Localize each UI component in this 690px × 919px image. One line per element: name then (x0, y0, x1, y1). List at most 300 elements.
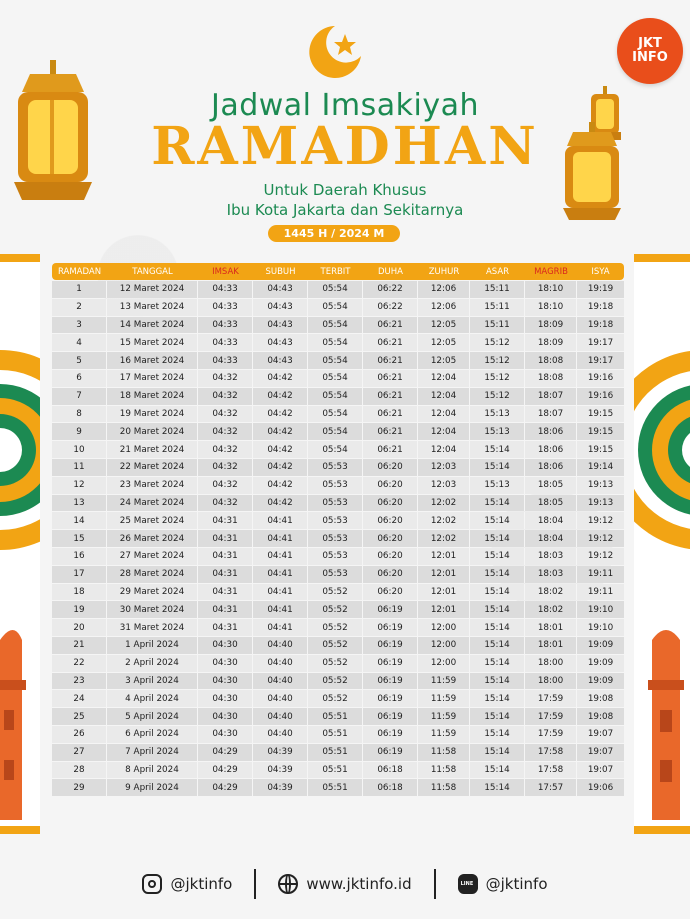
column-header-asar: ASAR (470, 263, 525, 280)
cell-tanggal: 26 Maret 2024 (107, 530, 198, 547)
cell-asar: 15:14 (470, 619, 525, 636)
cell-magrib: 18:00 (525, 673, 577, 690)
cell-asar: 15:14 (470, 779, 525, 796)
cell-duha: 06:19 (363, 673, 418, 690)
cell-tanggal: 23 Maret 2024 (107, 477, 198, 494)
cell-tanggal: 7 April 2024 (107, 744, 198, 761)
cell-zuhur: 11:58 (418, 779, 470, 796)
cell-isya: 19:15 (577, 406, 624, 423)
cell-terbit: 05:51 (308, 726, 363, 743)
cell-tanggal: 24 Maret 2024 (107, 495, 198, 512)
cell-asar: 15:14 (470, 566, 525, 583)
cell-subuh: 04:39 (253, 779, 308, 796)
cell-ramadan: 27 (52, 744, 107, 761)
crescent-star-icon (305, 22, 365, 82)
table-body (52, 281, 624, 796)
cell-zuhur: 12:06 (418, 299, 470, 316)
cell-magrib: 17:59 (525, 708, 577, 725)
column-header-ramadan: RAMADAN (52, 263, 107, 280)
cell-tanggal: 31 Maret 2024 (107, 619, 198, 636)
table-row (52, 530, 624, 547)
cell-terbit: 05:54 (308, 441, 363, 458)
cell-tanggal: 1 April 2024 (107, 637, 198, 654)
cell-duha: 06:21 (363, 406, 418, 423)
cell-duha: 06:19 (363, 619, 418, 636)
cell-duha: 06:22 (363, 281, 418, 298)
cell-zuhur: 12:05 (418, 317, 470, 334)
cell-magrib: 18:04 (525, 512, 577, 529)
column-header-magrib: MAGRIB (525, 263, 577, 280)
cell-duha: 06:18 (363, 779, 418, 796)
cell-isya: 19:10 (577, 619, 624, 636)
table-row (52, 744, 624, 761)
cell-imsak: 04:33 (198, 299, 253, 316)
cell-imsak: 04:33 (198, 352, 253, 369)
cell-isya: 19:07 (577, 726, 624, 743)
cell-magrib: 18:06 (525, 423, 577, 440)
cell-zuhur: 11:59 (418, 708, 470, 725)
column-header-terbit: TERBIT (308, 263, 363, 280)
cell-terbit: 05:51 (308, 744, 363, 761)
instagram-handle: @jktinfo (170, 875, 233, 893)
cell-terbit: 05:51 (308, 779, 363, 796)
cell-ramadan: 16 (52, 548, 107, 565)
cell-terbit: 05:54 (308, 299, 363, 316)
cell-asar: 15:14 (470, 548, 525, 565)
table-row (52, 352, 624, 369)
cell-isya: 19:18 (577, 299, 624, 316)
cell-tanggal: 19 Maret 2024 (107, 406, 198, 423)
cell-magrib: 18:02 (525, 601, 577, 618)
footer-instagram[interactable] (120, 874, 254, 894)
table-header-row (52, 263, 624, 280)
globe-icon (278, 874, 298, 894)
cell-asar: 15:11 (470, 281, 525, 298)
cell-magrib: 18:01 (525, 619, 577, 636)
table-row (52, 406, 624, 423)
cell-terbit: 05:52 (308, 637, 363, 654)
cell-duha: 06:20 (363, 512, 418, 529)
cell-subuh: 04:41 (253, 619, 308, 636)
cell-zuhur: 12:00 (418, 655, 470, 672)
cell-imsak: 04:32 (198, 495, 253, 512)
cell-ramadan: 6 (52, 370, 107, 387)
cell-subuh: 04:43 (253, 317, 308, 334)
cell-ramadan: 26 (52, 726, 107, 743)
cell-ramadan: 17 (52, 566, 107, 583)
table-row (52, 584, 624, 601)
cell-zuhur: 12:04 (418, 406, 470, 423)
cell-asar: 15:14 (470, 459, 525, 476)
cell-asar: 15:14 (470, 512, 525, 529)
line-icon (458, 874, 478, 894)
column-header-subuh: SUBUH (253, 263, 308, 280)
year-badge: 1445 H / 2024 M (268, 225, 400, 242)
cell-imsak: 04:32 (198, 459, 253, 476)
cell-ramadan: 25 (52, 708, 107, 725)
cell-subuh: 04:41 (253, 512, 308, 529)
cell-duha: 06:18 (363, 762, 418, 779)
table-row (52, 334, 624, 351)
cell-isya: 19:14 (577, 459, 624, 476)
cell-imsak: 04:30 (198, 637, 253, 654)
table-row (52, 655, 624, 672)
cell-ramadan: 3 (52, 317, 107, 334)
cell-imsak: 04:31 (198, 584, 253, 601)
column-header-tanggal: TANGGAL (107, 263, 198, 280)
cell-ramadan: 21 (52, 637, 107, 654)
cell-imsak: 04:30 (198, 690, 253, 707)
table-row (52, 423, 624, 440)
cell-ramadan: 7 (52, 388, 107, 405)
cell-terbit: 05:52 (308, 655, 363, 672)
cell-subuh: 04:40 (253, 637, 308, 654)
cell-subuh: 04:41 (253, 584, 308, 601)
cell-duha: 06:21 (363, 334, 418, 351)
cell-zuhur: 12:00 (418, 637, 470, 654)
cell-duha: 06:19 (363, 637, 418, 654)
cell-subuh: 04:40 (253, 690, 308, 707)
cell-duha: 06:21 (363, 352, 418, 369)
title-ramadhan: RAMADHAN (151, 116, 539, 177)
cell-zuhur: 12:04 (418, 423, 470, 440)
column-header-zuhur: ZUHUR (418, 263, 470, 280)
cell-tanggal: 6 April 2024 (107, 726, 198, 743)
cell-imsak: 04:31 (198, 530, 253, 547)
cell-duha: 06:22 (363, 299, 418, 316)
cell-isya: 19:19 (577, 281, 624, 298)
cell-zuhur: 12:00 (418, 619, 470, 636)
table-row (52, 601, 624, 618)
left-top-band (0, 254, 40, 262)
cell-tanggal: 18 Maret 2024 (107, 388, 198, 405)
cell-imsak: 04:31 (198, 548, 253, 565)
cell-zuhur: 12:04 (418, 388, 470, 405)
right-top-band (634, 254, 690, 262)
cell-duha: 06:21 (363, 441, 418, 458)
cell-zuhur: 12:04 (418, 441, 470, 458)
cell-zuhur: 12:01 (418, 548, 470, 565)
cell-imsak: 04:31 (198, 601, 253, 618)
right-mandala-ornament (634, 330, 690, 570)
table-row (52, 673, 624, 690)
column-header-imsak: IMSAK (198, 263, 253, 280)
cell-imsak: 04:33 (198, 281, 253, 298)
footer-website[interactable] (256, 874, 433, 894)
cell-isya: 19:12 (577, 530, 624, 547)
cell-ramadan: 20 (52, 619, 107, 636)
cell-terbit: 05:51 (308, 708, 363, 725)
cell-terbit: 05:53 (308, 495, 363, 512)
cell-duha: 06:19 (363, 726, 418, 743)
cell-duha: 06:20 (363, 495, 418, 512)
cell-tanggal: 17 Maret 2024 (107, 370, 198, 387)
cell-terbit: 05:54 (308, 370, 363, 387)
cell-terbit: 05:52 (308, 584, 363, 601)
cell-tanggal: 9 April 2024 (107, 779, 198, 796)
cell-zuhur: 11:59 (418, 726, 470, 743)
cell-tanggal: 22 Maret 2024 (107, 459, 198, 476)
cell-zuhur: 11:59 (418, 690, 470, 707)
cell-ramadan: 5 (52, 352, 107, 369)
cell-magrib: 18:08 (525, 370, 577, 387)
cell-tanggal: 13 Maret 2024 (107, 299, 198, 316)
cell-subuh: 04:40 (253, 726, 308, 743)
cell-duha: 06:20 (363, 584, 418, 601)
cell-subuh: 04:40 (253, 655, 308, 672)
cell-asar: 15:14 (470, 655, 525, 672)
cell-asar: 15:11 (470, 299, 525, 316)
cell-asar: 15:14 (470, 495, 525, 512)
table-row (52, 548, 624, 565)
cell-ramadan: 12 (52, 477, 107, 494)
cell-magrib: 18:01 (525, 637, 577, 654)
cell-subuh: 04:43 (253, 299, 308, 316)
cell-imsak: 04:31 (198, 512, 253, 529)
cell-terbit: 05:52 (308, 673, 363, 690)
cell-subuh: 04:41 (253, 566, 308, 583)
cell-asar: 15:14 (470, 637, 525, 654)
cell-terbit: 05:54 (308, 317, 363, 334)
cell-zuhur: 12:04 (418, 370, 470, 387)
cell-asar: 15:14 (470, 708, 525, 725)
cell-magrib: 18:03 (525, 548, 577, 565)
cell-ramadan: 19 (52, 601, 107, 618)
cell-ramadan: 24 (52, 690, 107, 707)
cell-subuh: 04:43 (253, 352, 308, 369)
cell-duha: 06:21 (363, 388, 418, 405)
cell-asar: 15:13 (470, 406, 525, 423)
table-row (52, 637, 624, 654)
cell-magrib: 18:05 (525, 495, 577, 512)
cell-isya: 19:12 (577, 548, 624, 565)
logo-line-2: INFO (632, 50, 668, 65)
cell-zuhur: 12:02 (418, 530, 470, 547)
cell-zuhur: 12:06 (418, 281, 470, 298)
cell-duha: 06:19 (363, 655, 418, 672)
cell-isya: 19:15 (577, 441, 624, 458)
cell-magrib: 18:10 (525, 299, 577, 316)
cell-subuh: 04:43 (253, 281, 308, 298)
footer (0, 862, 690, 906)
subtitle-line-1: Untuk Daerah Khusus (263, 181, 427, 199)
column-header-isya: ISYA (577, 263, 624, 280)
cell-ramadan: 28 (52, 762, 107, 779)
cell-isya: 19:16 (577, 388, 624, 405)
cell-magrib: 17:59 (525, 690, 577, 707)
cell-terbit: 05:54 (308, 352, 363, 369)
cell-subuh: 04:41 (253, 601, 308, 618)
cell-ramadan: 14 (52, 512, 107, 529)
cell-zuhur: 11:58 (418, 762, 470, 779)
cell-isya: 19:09 (577, 673, 624, 690)
footer-line[interactable] (436, 874, 570, 894)
cell-isya: 19:16 (577, 370, 624, 387)
cell-magrib: 18:06 (525, 459, 577, 476)
cell-asar: 15:14 (470, 530, 525, 547)
cell-duha: 06:20 (363, 548, 418, 565)
cell-isya: 19:15 (577, 423, 624, 440)
cell-magrib: 18:09 (525, 317, 577, 334)
cell-subuh: 04:42 (253, 406, 308, 423)
cell-terbit: 05:53 (308, 530, 363, 547)
cell-terbit: 05:53 (308, 459, 363, 476)
cell-imsak: 04:33 (198, 334, 253, 351)
cell-asar: 15:14 (470, 726, 525, 743)
cell-isya: 19:11 (577, 566, 624, 583)
cell-terbit: 05:51 (308, 762, 363, 779)
right-bottom-band (634, 826, 690, 834)
cell-imsak: 04:32 (198, 477, 253, 494)
cell-subuh: 04:42 (253, 441, 308, 458)
cell-tanggal: 21 Maret 2024 (107, 441, 198, 458)
cell-duha: 06:20 (363, 530, 418, 547)
right-mosque-tower (634, 620, 690, 820)
left-mosque-tower (0, 620, 40, 820)
cell-terbit: 05:53 (308, 548, 363, 565)
cell-imsak: 04:33 (198, 317, 253, 334)
cell-magrib: 18:05 (525, 477, 577, 494)
cell-asar: 15:14 (470, 690, 525, 707)
cell-subuh: 04:43 (253, 334, 308, 351)
table-row (52, 441, 624, 458)
cell-duha: 06:21 (363, 423, 418, 440)
cell-magrib: 18:06 (525, 441, 577, 458)
cell-isya: 19:09 (577, 655, 624, 672)
table-row (52, 281, 624, 298)
cell-subuh: 04:40 (253, 708, 308, 725)
cell-isya: 19:08 (577, 708, 624, 725)
instagram-icon (142, 874, 162, 894)
cell-imsak: 04:31 (198, 619, 253, 636)
cell-subuh: 04:41 (253, 548, 308, 565)
cell-duha: 06:19 (363, 690, 418, 707)
cell-imsak: 04:32 (198, 423, 253, 440)
cell-asar: 15:12 (470, 334, 525, 351)
cell-terbit: 05:54 (308, 334, 363, 351)
column-header-duha: DUHA (363, 263, 418, 280)
table-row (52, 762, 624, 779)
cell-isya: 19:08 (577, 690, 624, 707)
cell-terbit: 05:53 (308, 512, 363, 529)
cell-imsak: 04:32 (198, 441, 253, 458)
cell-asar: 15:14 (470, 762, 525, 779)
cell-zuhur: 12:03 (418, 459, 470, 476)
cell-ramadan: 8 (52, 406, 107, 423)
cell-tanggal: 27 Maret 2024 (107, 548, 198, 565)
subtitle (0, 180, 690, 220)
cell-subuh: 04:42 (253, 495, 308, 512)
cell-ramadan: 29 (52, 779, 107, 796)
cell-tanggal: 4 April 2024 (107, 690, 198, 707)
cell-tanggal: 2 April 2024 (107, 655, 198, 672)
cell-isya: 19:18 (577, 317, 624, 334)
cell-asar: 15:13 (470, 477, 525, 494)
cell-imsak: 04:32 (198, 406, 253, 423)
cell-asar: 15:12 (470, 352, 525, 369)
cell-zuhur: 12:03 (418, 477, 470, 494)
cell-tanggal: 5 April 2024 (107, 708, 198, 725)
table-row (52, 370, 624, 387)
cell-magrib: 18:09 (525, 334, 577, 351)
cell-imsak: 04:30 (198, 726, 253, 743)
cell-duha: 06:20 (363, 459, 418, 476)
table-row (52, 388, 624, 405)
cell-ramadan: 9 (52, 423, 107, 440)
cell-subuh: 04:42 (253, 459, 308, 476)
cell-tanggal: 25 Maret 2024 (107, 512, 198, 529)
cell-magrib: 17:58 (525, 762, 577, 779)
cell-magrib: 18:03 (525, 566, 577, 583)
cell-asar: 15:14 (470, 744, 525, 761)
cell-tanggal: 12 Maret 2024 (107, 281, 198, 298)
title-jadwal-imsakiyah: Jadwal Imsakiyah (210, 88, 479, 123)
cell-zuhur: 11:59 (418, 673, 470, 690)
jktinfo-logo (617, 18, 683, 84)
cell-zuhur: 12:02 (418, 495, 470, 512)
table-row (52, 495, 624, 512)
cell-subuh: 04:39 (253, 762, 308, 779)
logo-line-1: JKT (638, 36, 662, 51)
table-row (52, 299, 624, 316)
cell-terbit: 05:52 (308, 601, 363, 618)
cell-imsak: 04:30 (198, 655, 253, 672)
cell-isya: 19:17 (577, 334, 624, 351)
cell-imsak: 04:29 (198, 744, 253, 761)
cell-asar: 15:14 (470, 584, 525, 601)
cell-isya: 19:07 (577, 744, 624, 761)
cell-magrib: 18:07 (525, 406, 577, 423)
cell-zuhur: 12:01 (418, 566, 470, 583)
cell-duha: 06:19 (363, 601, 418, 618)
left-mandala-ornament (0, 330, 40, 570)
cell-magrib: 18:04 (525, 530, 577, 547)
cell-tanggal: 28 Maret 2024 (107, 566, 198, 583)
cell-ramadan: 10 (52, 441, 107, 458)
left-bottom-band (0, 826, 40, 834)
cell-tanggal: 14 Maret 2024 (107, 317, 198, 334)
cell-terbit: 05:53 (308, 566, 363, 583)
cell-subuh: 04:42 (253, 370, 308, 387)
cell-isya: 19:10 (577, 601, 624, 618)
cell-zuhur: 12:05 (418, 334, 470, 351)
cell-ramadan: 18 (52, 584, 107, 601)
cell-magrib: 17:58 (525, 744, 577, 761)
cell-zuhur: 12:01 (418, 601, 470, 618)
cell-zuhur: 12:05 (418, 352, 470, 369)
cell-asar: 15:14 (470, 441, 525, 458)
cell-ramadan: 2 (52, 299, 107, 316)
cell-asar: 15:14 (470, 673, 525, 690)
cell-terbit: 05:54 (308, 281, 363, 298)
cell-imsak: 04:32 (198, 370, 253, 387)
cell-isya: 19:09 (577, 637, 624, 654)
cell-magrib: 18:02 (525, 584, 577, 601)
cell-isya: 19:13 (577, 495, 624, 512)
cell-zuhur: 11:58 (418, 744, 470, 761)
cell-imsak: 04:31 (198, 566, 253, 583)
cell-subuh: 04:42 (253, 388, 308, 405)
cell-asar: 15:11 (470, 317, 525, 334)
cell-isya: 19:07 (577, 762, 624, 779)
cell-tanggal: 15 Maret 2024 (107, 334, 198, 351)
cell-tanggal: 16 Maret 2024 (107, 352, 198, 369)
cell-isya: 19:17 (577, 352, 624, 369)
cell-isya: 19:13 (577, 477, 624, 494)
cell-asar: 15:14 (470, 601, 525, 618)
cell-isya: 19:11 (577, 584, 624, 601)
cell-asar: 15:13 (470, 423, 525, 440)
